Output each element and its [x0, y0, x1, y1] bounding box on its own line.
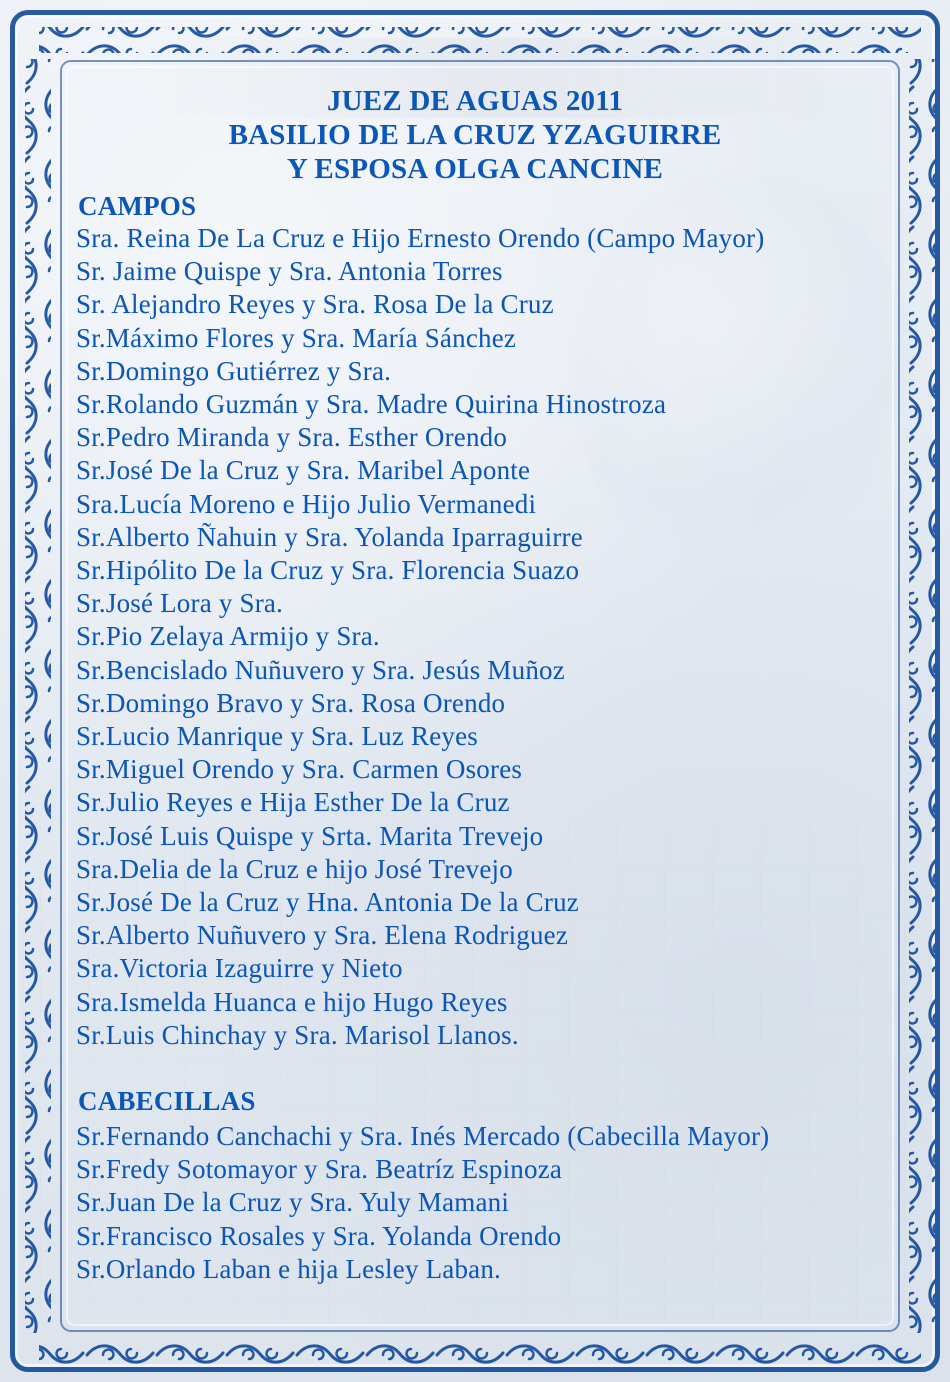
campos-item: Sra.Ismelda Huanca e hijo Hugo Reyes: [76, 986, 508, 1017]
campos-item: Sr.José Luis Quispe y Srta. Marita Trevejo: [76, 820, 544, 851]
header-line-3: Y ESPOSA OLGA CANCINE: [286, 153, 664, 185]
campos-item: Sr.Máximo Flores y Sra. María Sánchez: [76, 322, 517, 353]
campos-item: Sr.Pio Zelaya Armijo y Sra.: [76, 621, 380, 652]
campos-item: Sr.Miguel Orendo y Sra. Carmen Osores: [76, 754, 523, 785]
section-title-campos: CAMPOS: [78, 191, 197, 221]
cabecillas-item: Sr.Fredy Sotomayor y Sra. Beatríz Espinoza: [76, 1154, 563, 1185]
campos-item: Sr.Hipólito De la Cruz y Sra. Florencia Suazo: [76, 555, 580, 586]
campos-item: Sr.Alberto Nuñuvero y Sra. Elena Rodriguez: [76, 920, 569, 951]
cabecillas-list: [76, 1120, 769, 1286]
header: [0, 84, 950, 186]
campos-item: Sra.Victoria Izaguirre y Nieto: [76, 953, 403, 984]
campos-item: Sr.José De la Cruz y Hna. Antonia De la Cruz: [76, 887, 579, 918]
header-line-2: BASILIO DE LA CRUZ YZAGUIRRE: [228, 119, 722, 151]
campos-item: Sr.Luis Chinchay y Sra. Marisol Llanos.: [76, 1019, 519, 1050]
campos-item: Sr.Bencislado Nuñuvero y Sra. Jesús Muñoz: [76, 654, 565, 685]
campos-item: Sr.Rolando Guzmán y Sra. Madre Quirina Hinostroza: [76, 389, 667, 420]
campos-item: Sra. Reina De La Cruz e Hijo Ernesto Orendo (Campo Mayor): [76, 223, 765, 253]
campos-item: Sr. Jaime Quispe y Sra. Antonia Torres: [76, 256, 503, 287]
campos-item: Sr.Domingo Bravo y Sra. Rosa Orendo: [76, 687, 506, 718]
cabecillas-item: Sr.Francisco Rosales y Sra. Yolanda Orendo: [76, 1220, 562, 1251]
header-line-1: JUEZ DE AGUAS 2011: [326, 85, 624, 117]
campos-list: [76, 222, 764, 1052]
campos-item: Sra.Delia de la Cruz e hijo José Trevejo: [76, 853, 513, 884]
cabecillas-item: Sr.Juan De la Cruz y Sra. Yuly Mamani: [76, 1187, 510, 1218]
campos-item: Sr.Julio Reyes e Hija Esther De la Cruz: [76, 787, 510, 818]
campos-item: Sr.José Lora y Sra.: [76, 588, 284, 619]
campos-item: Sr.Alberto Ñahuin y Sra. Yolanda Iparraguirre: [76, 521, 583, 552]
campos-item: Sr.Domingo Gutiérrez y Sra.: [76, 355, 392, 386]
campos-item: Sra.Lucía Moreno e Hijo Julio Vermanedi: [76, 488, 537, 519]
section-title-cabecillas: CABECILLAS: [78, 1086, 256, 1116]
cabecillas-item: Sr.Fernando Canchachi y Sra. Inés Mercado (Cabecilla Mayor): [76, 1121, 770, 1151]
campos-item: Sr.José De la Cruz y Sra. Maribel Aponte: [76, 455, 531, 486]
cabecillas-item: Sr.Orlando Laban e hija Lesley Laban.: [76, 1253, 502, 1284]
campos-item: Sr.Lucio Manrique y Sra. Luz Reyes: [76, 721, 478, 752]
campos-item: Sr.Pedro Miranda y Sra. Esther Orendo: [76, 422, 508, 453]
campos-item: Sr. Alejandro Reyes y Sra. Rosa De la Cruz: [76, 289, 554, 320]
